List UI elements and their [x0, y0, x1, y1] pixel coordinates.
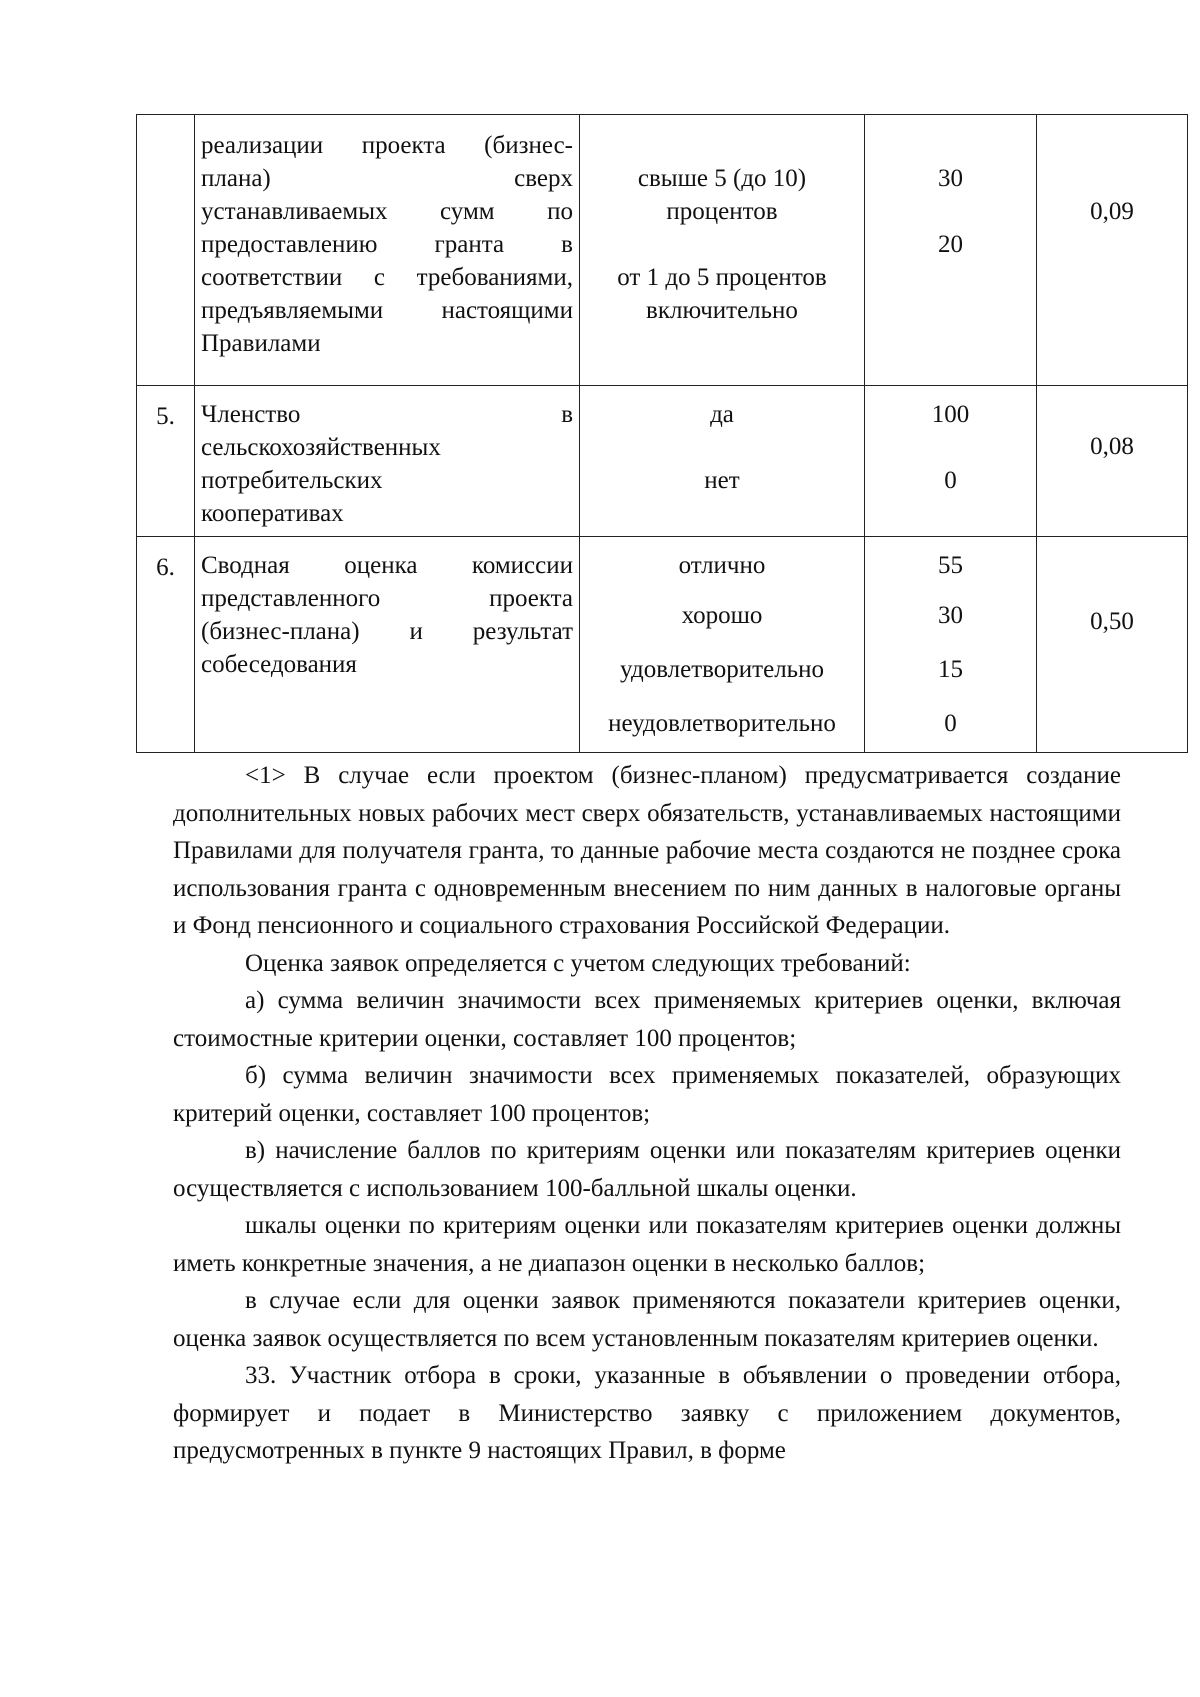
points-value: 55: [938, 552, 963, 579]
paragraph: шкалы оценки по критериям оценки или показателям критериев оценки должны иметь конкретные значения, а не диапазон оценки в несколько баллов;: [173, 1212, 1121, 1277]
points-value: 0: [944, 467, 957, 494]
row-number-cell: [137, 115, 195, 386]
points-value: 100: [931, 401, 970, 428]
weight-cell: [1037, 386, 1188, 537]
weight-cell: [1037, 537, 1188, 753]
criterion-name-line: предъявляемыми настоящими: [201, 297, 573, 324]
criterion-name-line: потребительских: [201, 467, 383, 494]
points-value: 30: [938, 602, 963, 629]
criterion-name-line: собеседования: [201, 651, 357, 678]
value-label: нет: [704, 467, 740, 494]
paragraph: 33. Участник отбора в сроки, указанные в объявлении о проведении отбора, формирует и подает в Министерство заявку с приложением документов, предусмотренных в пункте 9 настоящих Правил, в форме: [173, 1362, 1121, 1464]
table-row: [137, 115, 1188, 386]
value-label: да: [710, 401, 734, 428]
value-cell: [580, 115, 865, 386]
criterion-name-line: (бизнес-плана) и результат: [201, 618, 573, 645]
criterion-name-line: плана) сверх: [201, 165, 573, 192]
weight-value: 0,50: [1090, 608, 1134, 635]
value-cell: [580, 386, 865, 537]
criterion-name-line: Членство в: [201, 401, 573, 428]
value-label: отлично: [678, 552, 766, 579]
criterion-name-line: кооперативах: [201, 500, 344, 527]
criterion-name-cell: [195, 537, 580, 753]
points-value: 20: [938, 231, 963, 258]
criterion-name-line: устанавливаемых сумм по: [201, 198, 573, 225]
criterion-name-line: Сводная оценка комиссии: [201, 552, 573, 579]
paragraph: Оценка заявок определяется с учетом следующих требований:: [245, 949, 911, 977]
paragraph: б) сумма величин значимости всех применяемых показателей, образующих критерий оценки, составляет 100 процентов;: [173, 1062, 1121, 1127]
criterion-name-line: сельскохозяйственных: [201, 434, 441, 461]
value-cell: [580, 537, 865, 753]
points-cell: [865, 537, 1037, 753]
paragraph: в случае если для оценки заявок применяются показатели критериев оценки, оценка заявок осуществляется по всем установленным показателям критериев оценки.: [173, 1287, 1121, 1352]
points-value: 30: [938, 165, 963, 192]
table-row: [137, 537, 1188, 753]
points-value: 15: [938, 656, 963, 683]
footnote-paragraph: <1> В случае если проектом (бизнес-планом) предусматривается создание дополнительных новых рабочих мест сверх обязательств, устанавливаемых настоящими Правилами для получателя гранта, то данные рабочие места создаются не позднее срока использования гранта с одновременным внесением по ним данных в налоговые органы и Фонд пенсионного и социального страхования Российской Федерации.: [173, 762, 1121, 939]
body-text: [173, 757, 1121, 1470]
criterion-name-cell: [195, 115, 580, 386]
criterion-name-line: Правилами: [201, 330, 321, 357]
value-label: от 1 до 5 процентов: [617, 264, 827, 291]
table-row: [137, 386, 1188, 537]
row-number: 6.: [156, 554, 175, 581]
value-label: свыше 5 (до 10): [637, 165, 807, 192]
row-number-cell: [137, 386, 195, 537]
weight-value: 0,08: [1090, 433, 1134, 460]
paragraph: в) начисление баллов по критериям оценки или показателям критериев оценки осуществляется с использованием 100-балльной шкалы оценки.: [173, 1137, 1121, 1202]
points-value: 0: [944, 710, 957, 737]
points-cell: [865, 115, 1037, 386]
points-cell: [865, 386, 1037, 537]
value-label: неудовлетворительно: [608, 710, 836, 737]
value-label: удовлетворительно: [620, 656, 824, 683]
criterion-name-line: предоставлению гранта в: [201, 231, 573, 258]
criterion-name-line: соответствии с требованиями,: [201, 264, 573, 291]
value-label: хорошо: [681, 602, 763, 629]
paragraph: а) сумма величин значимости всех применяемых критериев оценки, включая стоимостные критерии оценки, составляет 100 процентов;: [173, 987, 1121, 1052]
value-label: включительно: [646, 297, 798, 324]
row-number: 5.: [156, 403, 175, 430]
criterion-name-line: представленного проекта: [201, 585, 573, 612]
weight-cell: [1037, 115, 1188, 386]
weight-value: 0,09: [1090, 198, 1134, 225]
row-number-cell: [137, 537, 195, 753]
criteria-table: [136, 114, 1188, 753]
criterion-name-cell: [195, 386, 580, 537]
value-label: процентов: [666, 198, 778, 225]
criterion-name-line: реализации проекта (бизнес-: [201, 132, 573, 159]
